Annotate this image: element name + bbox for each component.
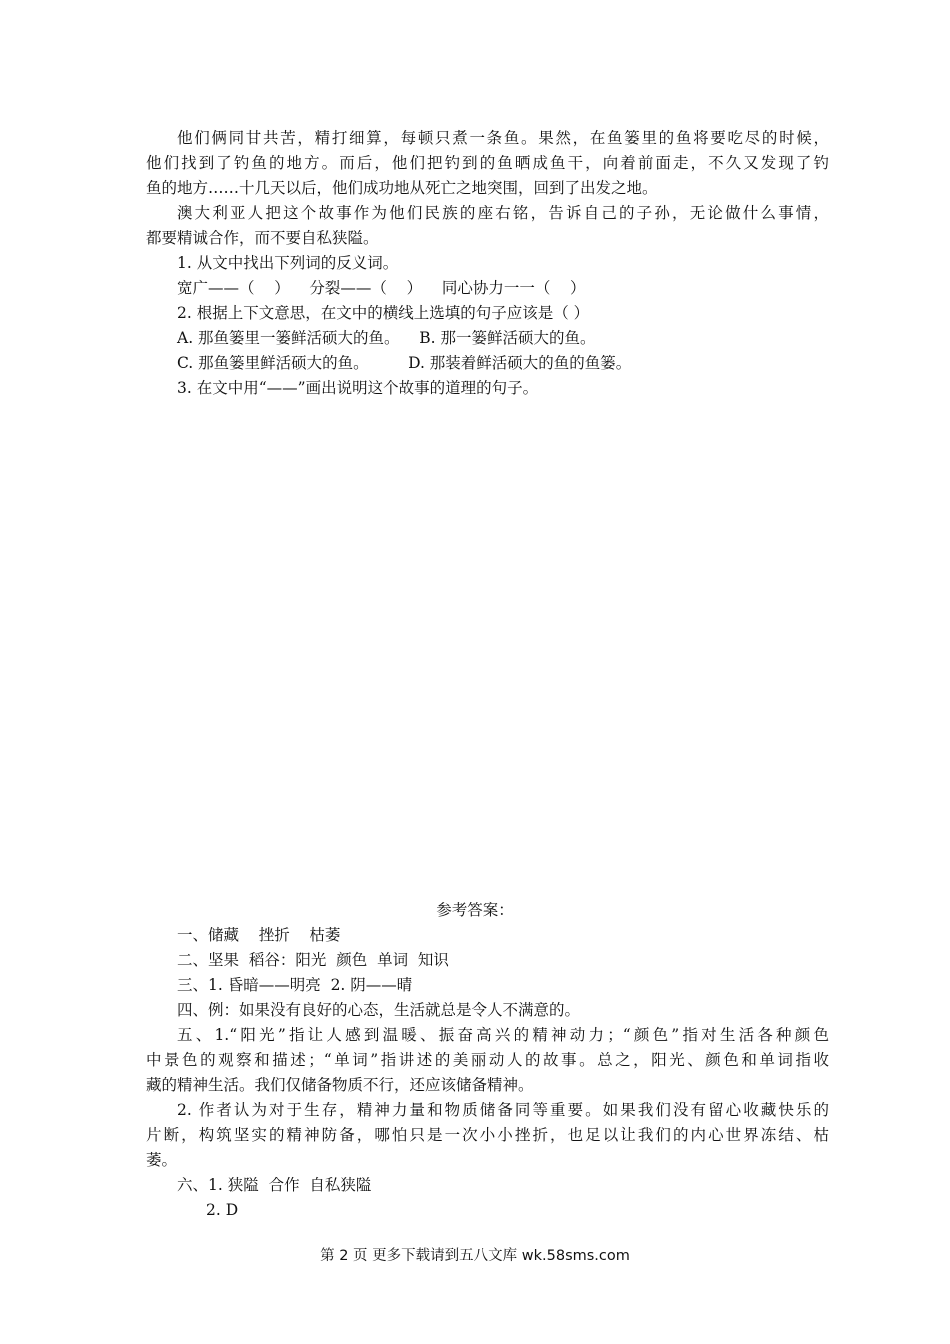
answers-heading: 参考答案： bbox=[436, 901, 514, 919]
answer-4: 四、例：如果没有良好的心态，生活就总是令人不满意的。 bbox=[177, 1001, 581, 1019]
question-2: 2. 根据上下文意思，在文中的横线上选填的句子应该是（ ） bbox=[177, 304, 590, 322]
question-1-items: 宽广——（ ） 分裂——（ ） 同心协力一一（ ） bbox=[177, 279, 586, 297]
story-paragraph-1-line-3: 鱼的地方……十几天以后，他们成功地从死亡之地突围，回到了出发之地。 bbox=[146, 179, 658, 197]
question-1: 1. 从文中找出下列词的反义词。 bbox=[177, 254, 399, 272]
story-paragraph-1-line-1: 他们俩同甘共苦，精打细算，每顿只煮一条鱼。果然，在鱼篓里的鱼将要吃尽的时候， bbox=[177, 129, 829, 147]
answer-6: 六、1. 狭隘 合作 自私狭隘 bbox=[177, 1176, 372, 1194]
answer-1: 一、储藏 挫折 枯萎 bbox=[177, 926, 341, 944]
answer-5-line-2: 中景色的观察和描述；“单词”指讲述的美丽动人的故事。总之，阳光、颜色和单词指收 bbox=[146, 1051, 829, 1069]
answer-2: 二、坚果 稻谷：阳光 颜色 单词 知识 bbox=[177, 951, 449, 969]
answer-5-line-3: 藏的精神生活。我们仅储备物质不行，还应该储备精神。 bbox=[146, 1076, 534, 1094]
answer-5b-line-3: 萎。 bbox=[146, 1151, 178, 1169]
question-2-options-cd: C. 那鱼篓里鲜活硕大的鱼。 D. 那装着鲜活硕大的鱼的鱼篓。 bbox=[177, 354, 632, 372]
story-paragraph-2-line-2: 都要精诚合作，而不要自私狭隘。 bbox=[146, 229, 379, 247]
story-paragraph-2-line-1: 澳大利亚人把这个故事作为他们民族的座右铭，告诉自己的子孙，无论做什么事情， bbox=[177, 204, 829, 222]
answer-5b-line-2: 片断，构筑坚实的精神防备，哪怕只是一次小小挫折，也足以让我们的内心世界冻结、枯 bbox=[146, 1126, 829, 1144]
answer-5b-line-1: 2. 作者认为对于生存，精神力量和物质储备同等重要。如果我们没有留心收藏快乐的 bbox=[177, 1101, 829, 1119]
question-2-options-ab: A. 那鱼篓里一篓鲜活硕大的鱼。 B. 那一篓鲜活硕大的鱼。 bbox=[177, 329, 596, 347]
page-footer: 第 2 页 更多下载请到五八文库 wk.58sms.com bbox=[320, 1248, 630, 1264]
answer-3: 三、1. 昏暗——明亮 2. 阴——晴 bbox=[177, 976, 413, 994]
question-3: 3. 在文中用“——”画出说明这个故事的道理的句子。 bbox=[177, 379, 539, 397]
answer-5-line-1: 五、1.“阳光”指让人感到温暖、振奋高兴的精神动力；“颜色”指对生活各种颜色 bbox=[177, 1026, 829, 1044]
answer-6-part-2: 2. D bbox=[206, 1201, 239, 1219]
story-paragraph-1-line-2: 他们找到了钓鱼的地方。而后，他们把钓到的鱼晒成鱼干，向着前面走，不久又发现了钓 bbox=[146, 154, 829, 172]
